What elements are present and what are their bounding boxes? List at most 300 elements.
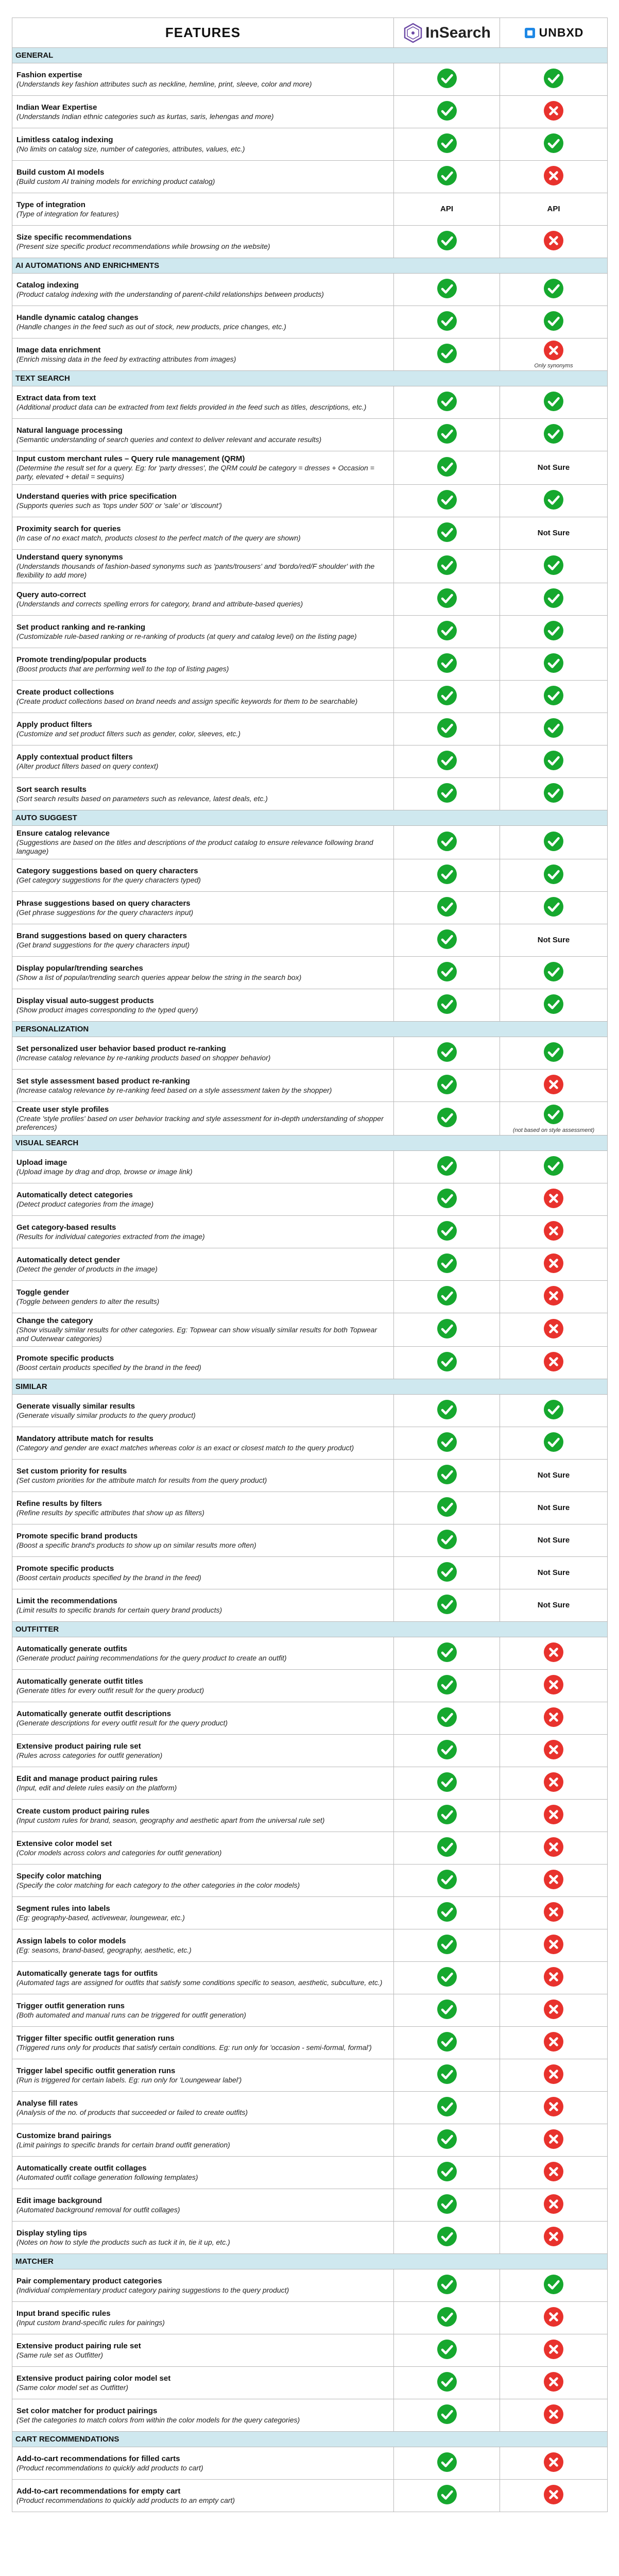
cross-icon: [543, 2452, 564, 2472]
unbxd-value: [500, 338, 608, 371]
feature-row: [12, 161, 608, 193]
insearch-value: [394, 161, 500, 193]
check-icon: [437, 1739, 457, 1760]
feature-cell: [12, 128, 394, 161]
feature-title: Extensive product pairing color model set: [16, 2374, 171, 2383]
unbxd-value: [500, 2157, 608, 2189]
feature-cell: [12, 1800, 394, 1832]
insearch-value: [394, 1183, 500, 1216]
feature-row: [12, 1313, 608, 1347]
feature-cell: [12, 1557, 394, 1589]
feature-comparison-table: [12, 18, 608, 2512]
insearch-value: [394, 1427, 500, 1460]
feature-row: [12, 306, 608, 338]
unbxd-value: [500, 681, 608, 713]
unbxd-value: [500, 1897, 608, 1929]
cross-icon: [543, 2226, 564, 2247]
cross-icon: [543, 1869, 564, 1890]
feature-title: Automatically detect gender: [16, 1255, 120, 1264]
feature-cell: [12, 485, 394, 517]
insearch-value: [394, 2302, 500, 2334]
value-text: Not Sure: [537, 1601, 570, 1609]
feature-row: [12, 859, 608, 892]
feature-title: Automatically generate outfits: [16, 1644, 128, 1653]
feature-description: (Automated tags are assigned for outfits that satisfy some conditions specific to season, aesthetic, subculture, etc.): [16, 1978, 383, 1987]
feature-row: [12, 1492, 608, 1524]
insearch-value: [394, 386, 500, 419]
check-icon: [543, 1104, 564, 1125]
feature-row: [12, 550, 608, 583]
feature-row: [12, 1865, 608, 1897]
feature-row: [12, 2480, 608, 2512]
unbxd-value: [500, 2367, 608, 2399]
insearch-value: [394, 96, 500, 128]
feature-title: Add-to-cart recommendations for empty cart: [16, 2486, 181, 2496]
check-icon: [437, 1285, 457, 1306]
feature-row: [12, 2447, 608, 2480]
check-icon: [437, 2484, 457, 2505]
feature-title: Segment rules into labels: [16, 1904, 110, 1913]
feature-description: (Understands Indian ethnic categories such as kurtas, saris, lehengas and more): [16, 112, 274, 121]
feature-row: [12, 2027, 608, 2059]
cross-icon: [543, 100, 564, 121]
feature-title: Understand queries with price specification: [16, 492, 177, 501]
feature-cell: [12, 1735, 394, 1767]
check-icon: [437, 1967, 457, 1987]
insearch-value: [394, 2399, 500, 2432]
feature-description: (Set custom priorities for the attribute match for results from the query product): [16, 1476, 267, 1484]
feature-title: Extensive product pairing rule set: [16, 1741, 141, 1751]
value-text: API: [440, 205, 453, 213]
feature-cell: [12, 1183, 394, 1216]
feature-cell: [12, 419, 394, 451]
insearch-value: [394, 1994, 500, 2027]
feature-description: (Generate descriptions for every outfit result for the query product): [16, 1718, 228, 1727]
table-header-row: [12, 18, 608, 48]
check-icon: [437, 1902, 457, 1922]
insearch-value: [394, 274, 500, 306]
check-icon: [543, 620, 564, 641]
feature-description: (Detect product categories from the image): [16, 1199, 154, 1208]
section-title: CART RECOMMENDATIONS: [12, 2432, 608, 2447]
cross-icon: [543, 165, 564, 186]
feature-row: [12, 2399, 608, 2432]
cross-icon: [543, 1221, 564, 1241]
feature-title: Apply contextual product filters: [16, 752, 133, 761]
feature-cell: [12, 306, 394, 338]
feature-row: [12, 1216, 608, 1248]
check-icon: [543, 555, 564, 575]
unbxd-value: [500, 989, 608, 1022]
unbxd-value: [500, 2059, 608, 2092]
check-icon: [437, 2307, 457, 2327]
table-body: [12, 48, 608, 2512]
unbxd-value: [500, 451, 608, 485]
check-icon: [437, 588, 457, 608]
feature-cell: [12, 1637, 394, 1670]
check-icon: [437, 2194, 457, 2214]
feature-row: [12, 924, 608, 957]
insearch-value: [394, 2124, 500, 2157]
insearch-value: [394, 1102, 500, 1136]
value-text: Not Sure: [537, 1536, 570, 1545]
feature-title: Promote specific products: [16, 1353, 114, 1363]
check-icon: [543, 896, 564, 917]
feature-description: (Understands and corrects spelling errors for category, brand and attribute-based queries): [16, 599, 303, 608]
insearch-value: [394, 957, 500, 989]
insearch-value: [394, 1492, 500, 1524]
cross-icon: [543, 340, 564, 361]
feature-title: Set product ranking and re-ranking: [16, 622, 146, 632]
check-icon: [437, 456, 457, 477]
insearch-value: [394, 1637, 500, 1670]
feature-title: Category suggestions based on query characters: [16, 866, 198, 875]
insearch-value: [394, 1702, 500, 1735]
unbxd-value: [500, 2027, 608, 2059]
check-icon: [437, 1497, 457, 1517]
insearch-value: [394, 1248, 500, 1281]
feature-description: (Refine results by specific attributes that show up as filters): [16, 1508, 204, 1517]
unbxd-value: [500, 128, 608, 161]
insearch-value: [394, 2269, 500, 2302]
feature-description: (Show product images corresponding to the typed query): [16, 1005, 198, 1014]
unbxd-value: [500, 1702, 608, 1735]
check-icon: [437, 1529, 457, 1550]
feature-description: (Get category suggestions for the query characters typed): [16, 875, 201, 884]
feature-cell: [12, 386, 394, 419]
feature-row: [12, 1670, 608, 1702]
feature-row: [12, 957, 608, 989]
feature-cell: [12, 1524, 394, 1557]
cross-icon: [543, 230, 564, 251]
cross-icon: [543, 2064, 564, 2084]
feature-description: (Get phrase suggestions for the query characters input): [16, 908, 194, 917]
feature-cell: [12, 1865, 394, 1897]
feature-cell: [12, 1589, 394, 1622]
unbxd-value: [500, 892, 608, 924]
feature-description: (Generate product pairing recommendations for the query product to create an outfit): [16, 1653, 287, 1662]
unbxd-value: [500, 161, 608, 193]
feature-cell: [12, 96, 394, 128]
feature-description: (Enrich missing data in the feed by extracting attributes from images): [16, 354, 236, 363]
feature-title: Sort search results: [16, 785, 87, 794]
brand2-name: UNBXD: [539, 26, 584, 39]
feature-cell: [12, 924, 394, 957]
feature-row: [12, 1929, 608, 1962]
insearch-value: [394, 485, 500, 517]
insearch-value: [394, 2059, 500, 2092]
feature-title: Trigger label specific outfit generation runs: [16, 2066, 176, 2075]
feature-description: (Boost a specific brand's products to show up on similar results more often): [16, 1540, 256, 1549]
unbxd-value: [500, 1102, 608, 1136]
feature-title: Create product collections: [16, 687, 114, 697]
feature-cell: [12, 1492, 394, 1524]
cross-icon: [543, 1739, 564, 1760]
feature-description: (Increase catalog relevance by re-ranking products based on shopper behavior): [16, 1053, 271, 1062]
unbxd-value: [500, 550, 608, 583]
feature-description: (Category and gender are exact matches whereas color is an exact or closest match to the query product): [16, 1443, 354, 1452]
feature-title: Change the category: [16, 1316, 93, 1325]
feature-description: (Boost products that are performing well to the top of listing pages): [16, 664, 229, 673]
feature-row: [12, 2334, 608, 2367]
feature-cell: [12, 63, 394, 96]
cross-icon: [543, 1642, 564, 1663]
feature-cell: [12, 226, 394, 258]
insearch-value: [394, 892, 500, 924]
section-header: [12, 1136, 608, 1151]
feature-description: (Type of integration for features): [16, 209, 119, 218]
feature-description: (Determine the result set for a query. Eg: for 'party dresses', the QRM could be category = dresses + Occasion = party, elevated + detail = sequins): [16, 464, 374, 481]
insearch-value: [394, 338, 500, 371]
feature-title: Phrase suggestions based on query characters: [16, 899, 191, 908]
insearch-value: [394, 989, 500, 1022]
check-icon: [437, 1432, 457, 1452]
brand1-header: [394, 18, 500, 48]
value-text: Not Sure: [537, 1503, 570, 1512]
check-icon: [543, 685, 564, 706]
insearch-value: [394, 306, 500, 338]
value-text: Not Sure: [537, 936, 570, 944]
insearch-value: [394, 1589, 500, 1622]
insearch-value: [394, 2092, 500, 2124]
feature-title: Input brand specific rules: [16, 2309, 111, 2318]
feature-title: Query auto-correct: [16, 590, 87, 599]
feature-description: (Generate visually similar products to the query product): [16, 1411, 196, 1419]
feature-title: Catalog indexing: [16, 280, 79, 290]
insearch-value: [394, 2027, 500, 2059]
feature-cell: [12, 648, 394, 681]
section-title: AI AUTOMATIONS AND ENRICHMENTS: [12, 258, 608, 274]
section-title: AUTO SUGGEST: [12, 810, 608, 826]
feature-cell: [12, 1670, 394, 1702]
feature-description: (Show visually similar results for other categories. Eg: Topwear can show visually similar results for both Topwear and Outerwear categories): [16, 1326, 377, 1343]
feature-description: (Additional product data can be extracted from text fields provided in the feed such as titles, descriptions, etc.): [16, 402, 367, 411]
cross-icon: [543, 1902, 564, 1922]
features-heading: FEATURES: [12, 18, 394, 48]
feature-title: Size specific recommendations: [16, 232, 132, 242]
feature-title: Limit the recommendations: [16, 1596, 117, 1605]
unbxd-value: [500, 1248, 608, 1281]
check-icon: [437, 1156, 457, 1176]
feature-row: [12, 1994, 608, 2027]
feature-row: [12, 2092, 608, 2124]
unbxd-value: [500, 226, 608, 258]
insearch-value: [394, 1962, 500, 1994]
feature-title: Ensure catalog relevance: [16, 829, 110, 838]
feature-cell: [12, 1216, 394, 1248]
feature-cell: [12, 1427, 394, 1460]
check-icon: [437, 961, 457, 982]
feature-cell: [12, 2334, 394, 2367]
unbxd-value: [500, 485, 608, 517]
feature-description: (Rules across categories for outfit generation): [16, 1751, 163, 1759]
unbxd-value: [500, 517, 608, 550]
feature-row: [12, 1800, 608, 1832]
feature-cell: [12, 2027, 394, 2059]
feature-row: [12, 826, 608, 859]
check-icon: [543, 994, 564, 1014]
insearch-value: [394, 1767, 500, 1800]
feature-row: [12, 2124, 608, 2157]
unbxd-value: [500, 616, 608, 648]
insearch-value: [394, 616, 500, 648]
check-icon: [437, 750, 457, 771]
feature-description: (Customize and set product filters such as gender, color, sleeves, etc.): [16, 729, 240, 738]
feature-description: (Increase catalog relevance by re-ranking feed based on a style assessment taken by the shopper): [16, 1086, 332, 1094]
feature-cell: [12, 2157, 394, 2189]
feature-row: [12, 1524, 608, 1557]
feature-cell: [12, 2399, 394, 2432]
feature-description: (Supports queries such as 'tops under 500' or 'sale' or 'discount'): [16, 501, 222, 510]
feature-title: Analyse fill rates: [16, 2098, 78, 2108]
feature-cell: [12, 1070, 394, 1102]
feature-description: (In case of no exact match, products closest to the perfect match of the query are shown): [16, 533, 301, 542]
feature-cell: [12, 1994, 394, 2027]
feature-cell: [12, 2059, 394, 2092]
check-icon: [437, 2129, 457, 2149]
feature-cell: [12, 681, 394, 713]
feature-description: (Run is triggered for certain labels. Eg: run only for 'Loungewear label'): [16, 2075, 242, 2084]
insearch-value: [394, 1460, 500, 1492]
insearch-value: [394, 1347, 500, 1379]
insearch-value: [394, 128, 500, 161]
insearch-value: [394, 648, 500, 681]
check-icon: [437, 1642, 457, 1663]
insearch-value: [394, 1557, 500, 1589]
check-icon: [543, 1399, 564, 1420]
feature-cell: [12, 859, 394, 892]
feature-cell: [12, 451, 394, 485]
feature-description: (Results for individual categories extracted from the image): [16, 1232, 205, 1241]
unbxd-value: [500, 1589, 608, 1622]
feature-description: (Get brand suggestions for the query characters input): [16, 940, 190, 949]
feature-row: [12, 1395, 608, 1427]
feature-row: [12, 2157, 608, 2189]
check-icon: [437, 783, 457, 803]
feature-description: (Toggle between genders to alter the results): [16, 1297, 160, 1306]
check-icon: [437, 2161, 457, 2182]
unbxd-value: [500, 63, 608, 96]
section-header: [12, 2254, 608, 2269]
feature-title: Automatically generate tags for outfits: [16, 1969, 158, 1978]
check-icon: [437, 1188, 457, 1209]
cross-icon: [543, 1804, 564, 1825]
feature-title: Trigger outfit generation runs: [16, 2001, 125, 2010]
feature-cell: [12, 2092, 394, 2124]
unbxd-value: [500, 2092, 608, 2124]
feature-cell: [12, 778, 394, 810]
insearch-value: [394, 1216, 500, 1248]
feature-row: [12, 63, 608, 96]
feature-row: [12, 1427, 608, 1460]
check-icon: [437, 1707, 457, 1727]
insearch-value: [394, 1929, 500, 1962]
check-icon: [437, 1594, 457, 1615]
feature-description: (Product recommendations to quickly add products to an empty cart): [16, 2496, 235, 2504]
feature-cell: [12, 1347, 394, 1379]
feature-row: [12, 1102, 608, 1136]
feature-description: (Product catalog indexing with the understanding of parent-child relationships between products): [16, 290, 324, 298]
cross-icon: [543, 2194, 564, 2214]
check-icon: [543, 718, 564, 738]
feature-row: [12, 338, 608, 371]
feature-cell: [12, 1767, 394, 1800]
insearch-logo-icon: [403, 23, 423, 43]
feature-title: Refine results by filters: [16, 1499, 102, 1508]
feature-row: [12, 1248, 608, 1281]
cross-icon: [543, 1253, 564, 1274]
feature-row: [12, 1347, 608, 1379]
unbxd-value: [500, 1832, 608, 1865]
insearch-value: [394, 193, 500, 226]
section-header: [12, 2432, 608, 2447]
insearch-value: [394, 2157, 500, 2189]
feature-title: Get category-based results: [16, 1223, 116, 1232]
cross-icon: [543, 2484, 564, 2505]
feature-description: (Eg: seasons, brand-based, geography, aesthetic, etc.): [16, 1945, 192, 1954]
feature-cell: [12, 2302, 394, 2334]
feature-row: [12, 1037, 608, 1070]
feature-cell: [12, 583, 394, 616]
unbxd-value: [500, 1347, 608, 1379]
check-icon: [437, 2371, 457, 2392]
feature-cell: [12, 161, 394, 193]
unbxd-value: [500, 1313, 608, 1347]
feature-description: (Limit pairings to specific brands for certain brand outfit generation): [16, 2140, 230, 2149]
check-icon: [437, 1869, 457, 1890]
section-title: MATCHER: [12, 2254, 608, 2269]
check-icon: [437, 2031, 457, 2052]
check-icon: [437, 1562, 457, 1582]
unbxd-value: [500, 1395, 608, 1427]
feature-description: (Product recommendations to quickly add products to cart): [16, 2463, 203, 2472]
cross-icon: [543, 2161, 564, 2182]
feature-title: Create user style profiles: [16, 1105, 109, 1114]
feature-row: [12, 2189, 608, 2222]
unbxd-value: [500, 1557, 608, 1589]
feature-description: (Same color model set as Outfitter): [16, 2383, 129, 2392]
unbxd-value: [500, 1800, 608, 1832]
feature-cell: [12, 826, 394, 859]
feature-title: Display visual auto-suggest products: [16, 996, 154, 1005]
check-icon: [437, 718, 457, 738]
feature-description: (Semantic understanding of search queries and context to deliver relevant and accurate results): [16, 435, 322, 444]
section-title: GENERAL: [12, 48, 608, 63]
feature-title: Add-to-cart recommendations for filled carts: [16, 2454, 180, 2463]
feature-description: (Input, edit and delete rules easily on the platform): [16, 1783, 177, 1792]
feature-title: Pair complementary product categories: [16, 2276, 162, 2285]
cross-icon: [543, 1351, 564, 1372]
feature-title: Upload image: [16, 1158, 67, 1167]
unbxd-value: [500, 713, 608, 745]
feature-row: [12, 1557, 608, 1589]
feature-cell: [12, 517, 394, 550]
feature-cell: [12, 892, 394, 924]
check-icon: [437, 100, 457, 121]
check-icon: [543, 68, 564, 89]
feature-row: [12, 419, 608, 451]
feature-description: (Detect the gender of products in the image): [16, 1264, 158, 1273]
check-icon: [543, 961, 564, 982]
feature-cell: [12, 2480, 394, 2512]
feature-description: (Automated outfit collage generation following templates): [16, 2173, 198, 2181]
cross-icon: [543, 1318, 564, 1339]
cross-icon: [543, 2404, 564, 2425]
feature-description: (No limits on catalog size, number of categories, attributes, values, etc.): [16, 144, 245, 153]
check-icon: [437, 864, 457, 885]
check-icon: [437, 1318, 457, 1339]
insearch-value: [394, 1670, 500, 1702]
